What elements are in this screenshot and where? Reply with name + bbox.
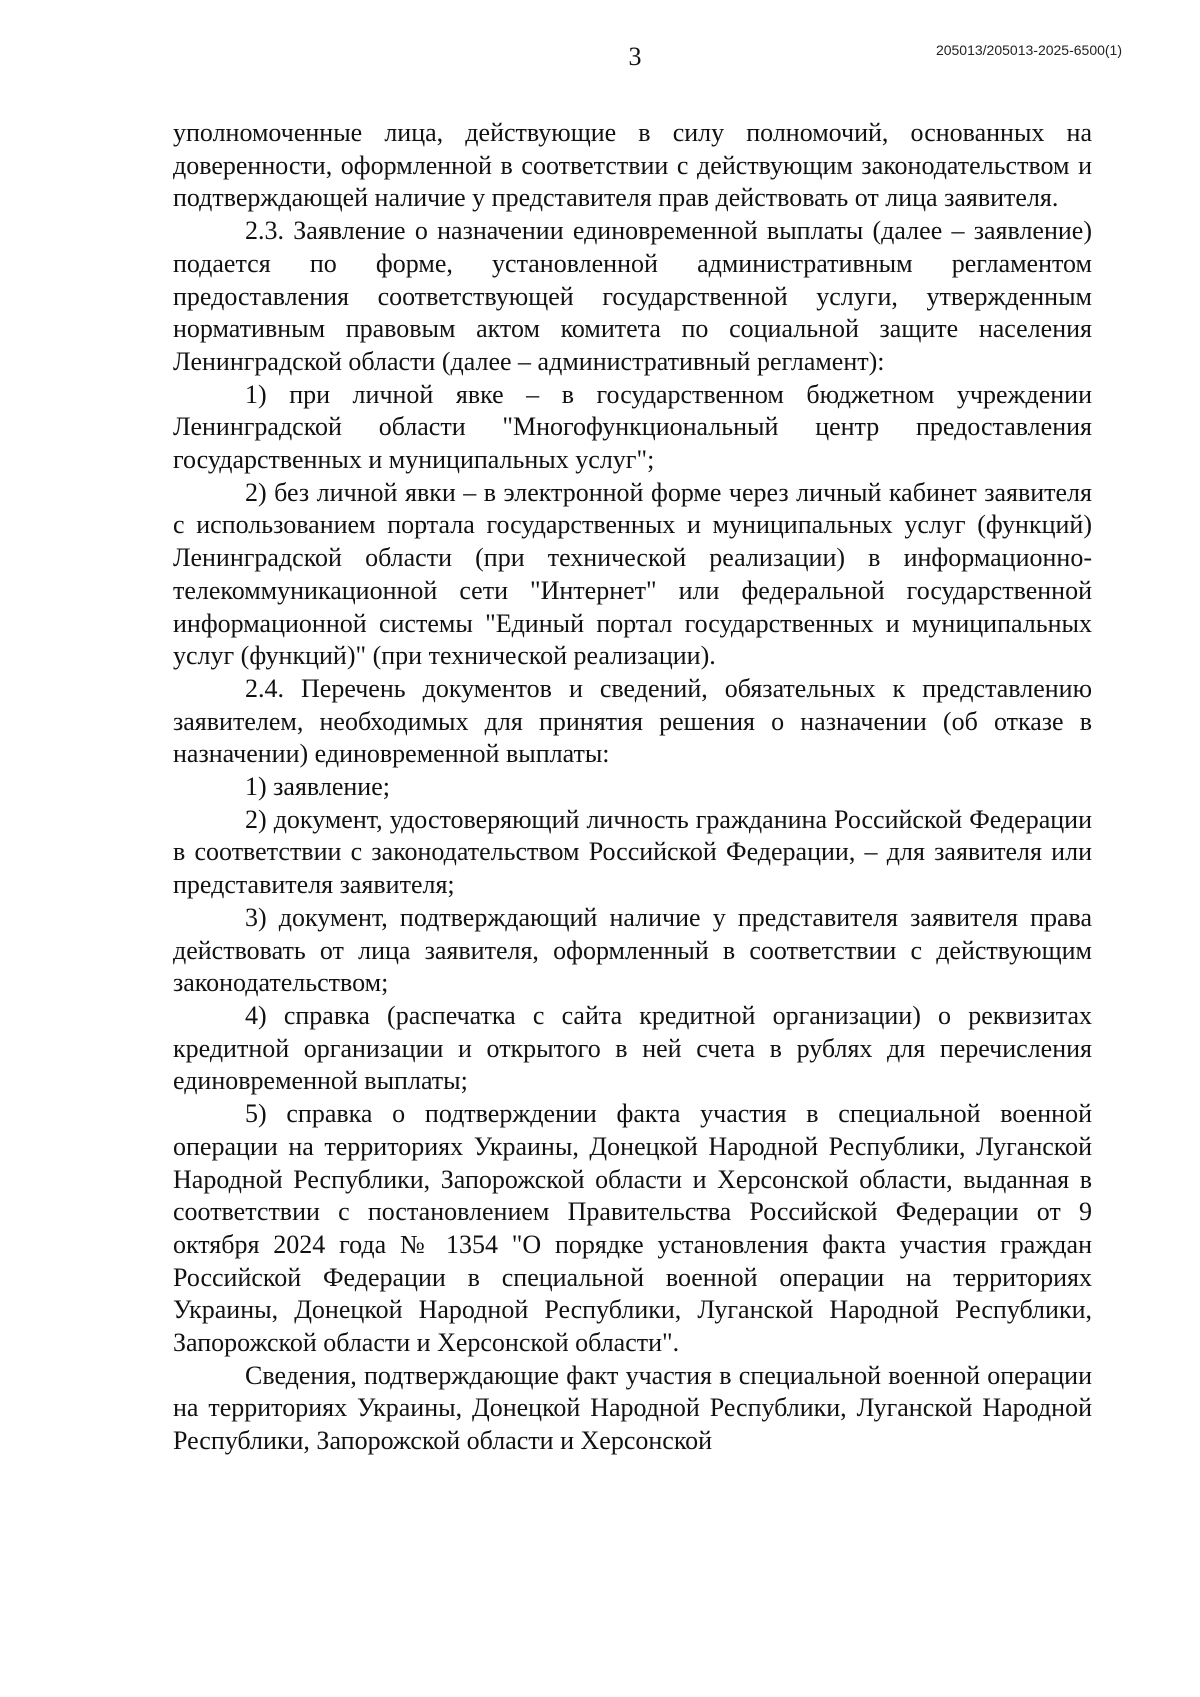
list-item-2-4-3: 3) документ, подтверждающий наличие у представителя заявителя права действовать от лица заявителя, оформленный в соответствии с действующим законодательством; [173, 902, 1092, 998]
list-item-2-4-1: 1) заявление; [245, 772, 390, 802]
list-item-2-3-2: 2) без личной явки – в электронной форме через личный кабинет заявителя с использованием портала государственных и муниципальных услуг (функций) Ленинградской области (при технической реализации) в информационно-телекоммуникационной сети "Интернет" или федеральной государственной информационной системы "Единый портал государственных и муниципальных услуг (функций)" (при технической реализации). [173, 477, 1092, 671]
list-item-2-3-1: 1) при личной явке – в государственном бюджетном учреждении Ленинградской области "Многофункциональный центр предоставления государственных и муниципальных услуг"; [173, 379, 1092, 475]
list-item-2-4-2: 2) документ, удостоверяющий личность гражданина Российской Федерации в соответствии с законодательством Российской Федерации, – для заявителя или представителя заявителя; [173, 804, 1092, 900]
list-item-2-4-4: 4) справка (распечатка с сайта кредитной организации) о реквизитах кредитной организации и открытого в ней счета в рублях для перечисления единовременной выплаты; [173, 1000, 1092, 1096]
paragraph-2-3: 2.3. Заявление о назначении единовременной выплаты (далее – заявление) подается по форме, установленной административным регламентом предоставления соответствующей государственной услуги, утвержденным нормативным правовым актом комитета по социальной защите населения Ленинградской области (далее – административный регламент): [173, 216, 1092, 376]
list-item-2-4-5: 5) справка о подтверждении факта участия в специальной военной операции на территориях Украины, Донецкой Народной Республики, Луганской Народной Республики, Запорожской области и Херсонской области, выданная в соответствии с постановлением Правительства Российской Федерации от 9 октября 2024 года № 1354 "О порядке установления факта участия граждан Российской Федерации в специальной военной операции на территориях Украины, Донецкой Народной Республики, Луганской Народной Республики, Запорожской области и Херсонской области". [173, 1099, 1092, 1358]
page-number: 3 [628, 42, 642, 71]
paragraph-2-4: 2.4. Перечень документов и сведений, обязательных к представлению заявителем, необходимых для принятия решения о назначении (об отказе в назначении) единовременной выплаты: [173, 673, 1092, 769]
paragraph-svedeniya: Сведения, подтверждающие факт участия в специальной военной операции на территориях Украины, Донецкой Народной Республики, Луганской Народной Республики, Запорожской области и Херсонской [173, 1360, 1092, 1456]
document-id: 205013/205013-2025-6500(1) [935, 42, 1122, 58]
paragraph-authorized-persons: уполномоченные лица, действующие в силу полномочий, основанных на доверенности, оформленной в соответствии с действующим законодательством и подтверждающей наличие у представителя прав действовать от лица заявителя. [173, 118, 1092, 213]
document-body [173, 117, 1092, 1458]
